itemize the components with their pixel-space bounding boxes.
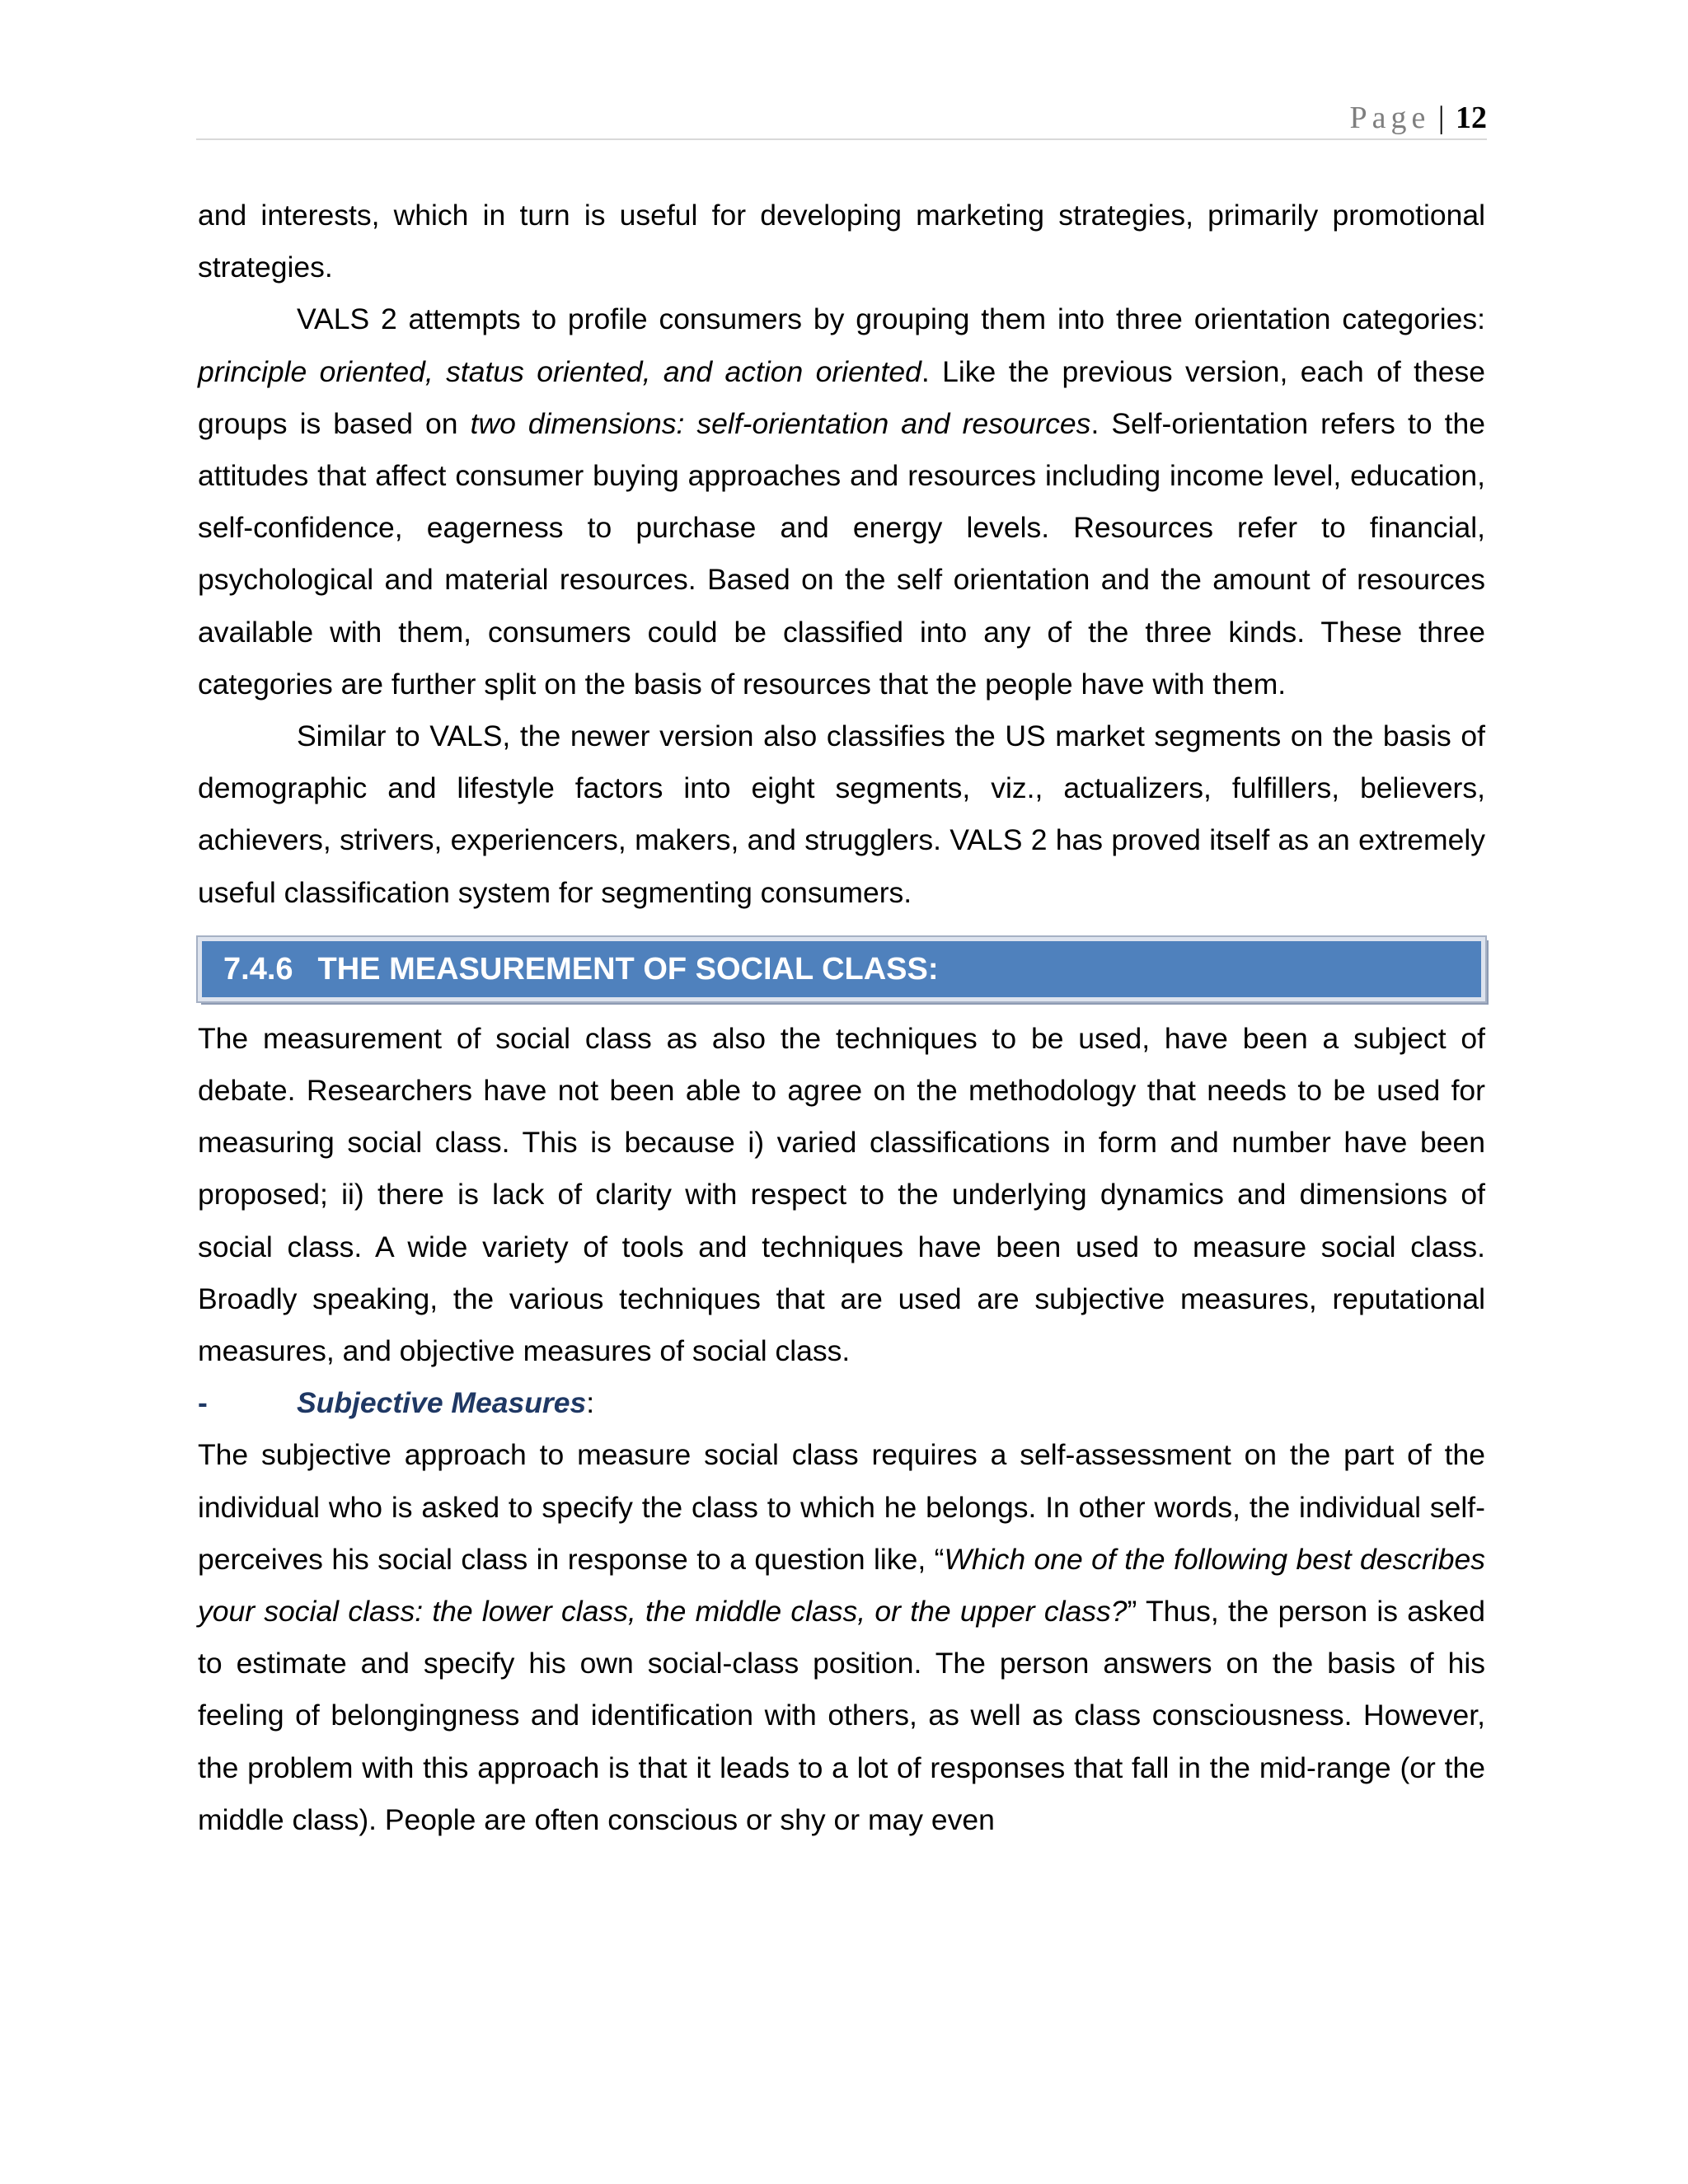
paragraph-vals-segments: Similar to VALS, the newer version also classifies the US market segments on the basis of demographic and lifestyle factors into eight segments, viz., actualizers, fulfillers, believers, achievers, strivers, experiencers, makers, and strugglers. VALS 2 has proved itself as an extremely useful classification system for segmenting consumers.: [198, 719, 1485, 909]
bullet-dash: -: [198, 1386, 208, 1420]
section-title: THE MEASUREMENT OF SOCIAL CLASS:: [317, 951, 939, 987]
vals2-text-1: VALS 2 attempts to profile consumers by grouping them into three orientation categories:: [297, 302, 1485, 336]
vals2-text-2: . Like the previous version, each of these groups is based on: [198, 354, 1485, 440]
vals2-italic-dimensions: two dimensions: self-orientation and resources: [470, 406, 1091, 440]
subjective-text-2: ” Thus, the person is asked to estimate and specify his own social-class position. The person answers on the basis of his feeling of belongingness and identification with others, as well as class consciousness. However, the problem with this approach is that it leads to a lot of responses that fall in the mid-range (or the middle class). People are often conscious or shy or may even: [198, 1595, 1485, 1836]
subheading-subjective-measures: [198, 1377, 1485, 1429]
section-heading: [198, 937, 1485, 1001]
vals2-text-3: . Self-orientation refers to the attitudes that affect consumer buying approaches and resources including income level, education, self-confidence, eagerness to purchase and energy levels. Resources refer to financial, psychological and material resources. Based on the self orientation and the amount of resources available with them, consumers could be classified into any of the three kinds. These three categories are further split on the basis of resources that the people have with them.: [198, 406, 1485, 701]
subheading-text: Subjective Measures: [297, 1386, 587, 1420]
section-number: 7.4.6: [223, 951, 293, 987]
paragraph-vals2: [198, 293, 1485, 710]
page-separator: |: [1437, 101, 1445, 135]
page-header: [196, 97, 1487, 140]
paragraph-continuation: and interests, which in turn is useful for developing marketing strategies, primarily promotional strategies.: [198, 199, 1485, 284]
paragraph-subjective: [198, 1429, 1485, 1846]
subheading-colon: :: [586, 1386, 595, 1420]
page-label: Page: [1349, 101, 1431, 135]
document-body: [198, 190, 1485, 1846]
paragraph-measurement: The measurement of social class as also the techniques to be used, have been a subject of debate. Researchers have not been able to agree on the methodology that needs to be used for measuring social class. This is because i) varied classifications in form and number have been proposed; ii) there is lack of clarity with respect to the underlying dynamics and dimensions of social class. A wide variety of tools and techniques have been used to measure social class. Broadly speaking, the various techniques that are used are subjective measures, reputational measures, and objective measures of social class.: [198, 1021, 1485, 1368]
vals2-italic-categories: principle oriented, status oriented, and action oriented: [198, 354, 921, 388]
subheading-title: [297, 1377, 594, 1429]
subjective-italic-question: Which one of the following best describes your social class: the lower class, the middle class, or the upper class?: [198, 1542, 1485, 1629]
page-number: 12: [1456, 101, 1487, 135]
subjective-text-1: The subjective approach to measure social class requires a self-assessment on the part of the individual who is asked to specify the class to which he belongs. In other words, the individual self-perceives his social class in response to a question like, “: [198, 1438, 1485, 1576]
